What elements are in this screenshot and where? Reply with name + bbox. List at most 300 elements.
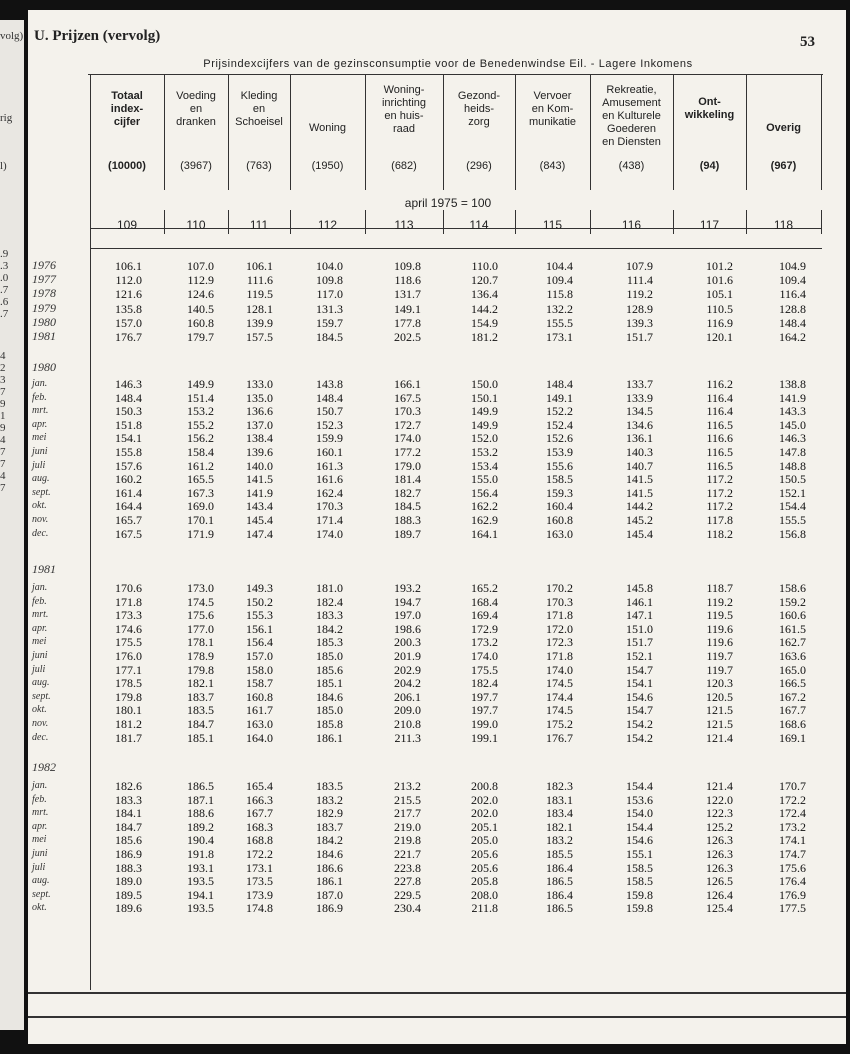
table-cell: 175.5 bbox=[115, 635, 142, 650]
table-cell: 154.2 bbox=[626, 730, 653, 745]
table-cell: 185.1 bbox=[187, 730, 214, 745]
table-cell: 161.3 bbox=[316, 458, 343, 473]
table-cell: 167.2 bbox=[779, 689, 806, 704]
row-label: juli bbox=[32, 459, 46, 471]
table-cell: 112.0 bbox=[115, 273, 142, 288]
table-cell: 159.3 bbox=[546, 485, 573, 500]
table-cell: 159.8 bbox=[626, 901, 653, 916]
table-cell: 104.0 bbox=[316, 259, 343, 273]
table-cell: 178.5 bbox=[115, 676, 142, 691]
table-cell: 185.0 bbox=[316, 649, 343, 663]
table-cell: 170.3 bbox=[316, 499, 343, 514]
table-cell: 186.6 bbox=[316, 860, 343, 875]
table-cell: 156.1 bbox=[246, 621, 273, 636]
column-header: Woning- inrichting en huis- raad bbox=[381, 84, 427, 135]
row-label: 1980 bbox=[32, 314, 56, 329]
table-cell: 160.1 bbox=[316, 445, 343, 459]
table-cell: 169.1 bbox=[779, 730, 806, 745]
table-cell: 198.6 bbox=[394, 621, 421, 636]
row-label: juni bbox=[32, 848, 48, 859]
baseline-label: april 1975 = 100 bbox=[404, 196, 492, 210]
table-cell: 139.3 bbox=[626, 315, 653, 330]
table-cell: 137.0 bbox=[246, 417, 273, 432]
table-cell: 184.2 bbox=[316, 833, 343, 848]
table-cell: 158.5 bbox=[626, 874, 653, 889]
table-cell: 153.6 bbox=[626, 792, 653, 807]
adjacent-page-fragment: 9 bbox=[0, 422, 6, 434]
table-cell: 215.5 bbox=[394, 792, 421, 807]
table-cell: 219.0 bbox=[394, 819, 421, 834]
table-cell: 206.1 bbox=[394, 689, 421, 704]
table-cell: 205.6 bbox=[471, 847, 498, 861]
table-cell: 131.7 bbox=[394, 287, 421, 302]
table-cell: 182.6 bbox=[115, 779, 142, 793]
row-label: sept. bbox=[32, 888, 51, 900]
table-cell: 183.7 bbox=[187, 689, 214, 704]
table-cell: 219.8 bbox=[394, 833, 421, 848]
table-cell: 140.3 bbox=[626, 445, 653, 459]
table-cell: 161.4 bbox=[115, 485, 142, 500]
table-cell: 199.0 bbox=[471, 717, 498, 731]
table-cell: 154.0 bbox=[626, 806, 653, 821]
column-weight: (1950) bbox=[311, 160, 344, 172]
adjacent-page-fragment: 1 bbox=[0, 410, 6, 422]
table-cell: 160.8 bbox=[246, 689, 273, 704]
table-cell: 141.5 bbox=[626, 485, 653, 500]
table-cell: 112.9 bbox=[187, 273, 214, 288]
table-cell: 175.6 bbox=[187, 608, 214, 623]
table-cell: 147.4 bbox=[246, 526, 273, 541]
table-cell: 188.6 bbox=[187, 806, 214, 821]
table-cell: 199.1 bbox=[471, 730, 498, 745]
column-weight: (94) bbox=[699, 160, 720, 172]
table-cell: 152.1 bbox=[626, 649, 653, 663]
table-cell: 181.2 bbox=[115, 717, 142, 731]
table-cell: 126.4 bbox=[706, 887, 733, 902]
table-cell: 125.2 bbox=[706, 819, 733, 834]
column-weight: (10000) bbox=[108, 160, 146, 172]
table-cell: 109.4 bbox=[546, 273, 573, 288]
adjacent-page-fragment: volg) bbox=[0, 30, 24, 42]
table-cell: 174.7 bbox=[779, 847, 806, 861]
adjacent-page-edge bbox=[0, 20, 24, 1030]
table-cell: 186.4 bbox=[546, 887, 573, 902]
table-cell: 178.9 bbox=[187, 649, 214, 663]
title-rule bbox=[88, 74, 823, 75]
table-cell: 170.1 bbox=[187, 513, 214, 527]
table-cell: 191.8 bbox=[187, 847, 214, 861]
table-cell: 115.8 bbox=[546, 287, 573, 302]
table-cell: 148.4 bbox=[546, 377, 573, 391]
table-cell: 184.7 bbox=[115, 819, 142, 834]
table-cell: 117.2 bbox=[706, 472, 733, 487]
adjacent-page-fragment: .0 bbox=[0, 272, 9, 284]
table-cell: 154.7 bbox=[626, 703, 653, 718]
table-cell: 154.4 bbox=[626, 819, 653, 834]
table-cell: 119.6 bbox=[706, 635, 733, 650]
table-cell: 184.6 bbox=[316, 689, 343, 704]
row-label: sept. bbox=[32, 486, 51, 498]
table-cell: 128.8 bbox=[779, 301, 806, 316]
column-number: 118 bbox=[773, 218, 794, 232]
table-cell: 148.8 bbox=[779, 458, 806, 473]
table-cell: 183.2 bbox=[546, 833, 573, 848]
table-cell: 160.8 bbox=[187, 315, 214, 330]
table-cell: 116.5 bbox=[706, 458, 733, 473]
table-cell: 172.9 bbox=[471, 621, 498, 636]
table-cell: 163.0 bbox=[546, 526, 573, 541]
row-label: juni bbox=[32, 650, 48, 661]
table-cell: 183.5 bbox=[316, 779, 343, 793]
table-cell: 188.3 bbox=[115, 860, 142, 875]
table-cell: 202.9 bbox=[394, 662, 421, 677]
table-cell: 183.3 bbox=[115, 792, 142, 807]
column-divider bbox=[673, 74, 674, 190]
table-cell: 200.8 bbox=[471, 779, 498, 793]
adjacent-page-fragment: rig bbox=[0, 112, 13, 124]
table-cell: 152.2 bbox=[546, 404, 573, 419]
table-cell: 193.5 bbox=[187, 874, 214, 889]
adjacent-page-fragment: 2 bbox=[0, 362, 6, 374]
column-number: 115 bbox=[542, 218, 563, 232]
adjacent-page-fragment: 9 bbox=[0, 398, 6, 410]
table-cell: 163.6 bbox=[779, 649, 806, 663]
table-cell: 104.4 bbox=[546, 259, 573, 273]
row-label: feb. bbox=[32, 391, 47, 403]
table-cell: 158.5 bbox=[546, 472, 573, 487]
table-cell: 184.1 bbox=[115, 806, 142, 821]
adjacent-page-fragment: 4 bbox=[0, 470, 6, 482]
table-cell: 157.5 bbox=[246, 330, 273, 344]
table-cell: 116.4 bbox=[779, 287, 806, 302]
table-cell: 185.5 bbox=[546, 847, 573, 861]
table-cell: 152.6 bbox=[546, 431, 573, 446]
column-header: Overig bbox=[766, 122, 801, 134]
adjacent-page-fragment: 7 bbox=[0, 446, 6, 458]
table-cell: 140.0 bbox=[246, 458, 273, 473]
table-cell: 119.2 bbox=[706, 594, 733, 609]
table-cell: 176.9 bbox=[779, 887, 806, 902]
column-header: Voeding en dranken bbox=[176, 90, 216, 128]
column-weight: (682) bbox=[391, 160, 417, 172]
table-cell: 174.0 bbox=[394, 431, 421, 446]
table-cell: 172.4 bbox=[779, 806, 806, 821]
table-cell: 145.2 bbox=[626, 513, 653, 527]
table-cell: 201.9 bbox=[394, 649, 421, 663]
table-cell: 128.9 bbox=[626, 301, 653, 316]
column-number: 110 bbox=[186, 218, 206, 232]
table-cell: 173.1 bbox=[546, 330, 573, 344]
table-cell: 154.2 bbox=[626, 717, 653, 731]
table-cell: 169.0 bbox=[187, 499, 214, 514]
table-cell: 189.6 bbox=[115, 901, 142, 916]
table-cell: 168.6 bbox=[779, 717, 806, 731]
table-cell: 140.5 bbox=[187, 301, 214, 316]
table-cell: 202.5 bbox=[394, 330, 421, 344]
table-cell: 149.9 bbox=[471, 404, 498, 419]
table-cell: 155.1 bbox=[626, 847, 653, 861]
table-cell: 141.5 bbox=[246, 472, 273, 487]
table-cell: 197.7 bbox=[471, 703, 498, 718]
row-label: 1981 bbox=[32, 329, 56, 343]
column-header: Ont- wikkeling bbox=[684, 96, 735, 121]
table-cell: 150.3 bbox=[115, 404, 142, 419]
table-cell: 161.2 bbox=[187, 458, 214, 473]
table-cell: 150.7 bbox=[316, 404, 343, 419]
table-cell: 155.5 bbox=[779, 513, 806, 527]
row-label: mei bbox=[32, 636, 47, 648]
row-label: apr. bbox=[32, 418, 48, 430]
table-cell: 106.1 bbox=[115, 259, 142, 273]
table-cell: 117.2 bbox=[706, 485, 733, 500]
row-label: 1979 bbox=[32, 300, 56, 315]
table-cell: 148.4 bbox=[779, 315, 806, 330]
adjacent-page-fragment: 4 bbox=[0, 434, 6, 446]
table-cell: 109.4 bbox=[779, 273, 806, 288]
table-cell: 155.5 bbox=[546, 315, 573, 330]
table-cell: 185.6 bbox=[115, 833, 142, 848]
row-label: aug. bbox=[32, 473, 50, 485]
table-cell: 165.5 bbox=[187, 472, 214, 487]
table-cell: 186.4 bbox=[546, 860, 573, 875]
table-cell: 173.5 bbox=[246, 874, 273, 889]
table-cell: 167.7 bbox=[779, 703, 806, 718]
table-cell: 190.4 bbox=[187, 833, 214, 848]
table-cell: 193.2 bbox=[394, 581, 421, 595]
table-cell: 139.6 bbox=[246, 445, 273, 459]
table-cell: 186.5 bbox=[546, 901, 573, 916]
table-cell: 152.4 bbox=[546, 417, 573, 432]
table-cell: 175.5 bbox=[471, 662, 498, 677]
table-cell: 125.4 bbox=[706, 901, 733, 916]
page-number: 53 bbox=[800, 34, 815, 50]
column-number: 109 bbox=[116, 218, 138, 232]
table-cell: 134.6 bbox=[626, 417, 653, 432]
table-cell: 155.2 bbox=[187, 417, 214, 432]
table-cell: 126.3 bbox=[706, 847, 733, 861]
table-cell: 154.1 bbox=[115, 431, 142, 446]
table-cell: 173.2 bbox=[471, 635, 498, 650]
table-cell: 171.4 bbox=[316, 513, 343, 527]
row-label: apr. bbox=[32, 820, 48, 832]
table-cell: 176.0 bbox=[115, 649, 142, 663]
table-cell: 155.0 bbox=[471, 472, 498, 487]
table-cell: 161.5 bbox=[779, 621, 806, 636]
table-cell: 176.7 bbox=[546, 730, 573, 745]
table-cell: 174.5 bbox=[187, 594, 214, 609]
row-label: nov. bbox=[32, 718, 49, 729]
table-cell: 173.1 bbox=[246, 860, 273, 875]
table-cell: 145.0 bbox=[779, 417, 806, 432]
table-title: Prijsindexcijfers van de gezinsconsumptie voor de Benedenwindse Eil. - Lagere Inkomens bbox=[203, 58, 693, 70]
table-cell: 171.9 bbox=[187, 526, 214, 541]
table-cell: 175.6 bbox=[779, 860, 806, 875]
table-cell: 179.7 bbox=[187, 330, 214, 344]
table-cell: 172.2 bbox=[779, 792, 806, 807]
table-cell: 172.2 bbox=[246, 847, 273, 861]
table-cell: 169.4 bbox=[471, 608, 498, 623]
table-cell: 138.8 bbox=[779, 377, 806, 391]
table-cell: 167.5 bbox=[394, 390, 421, 405]
column-header: Kleding en Schoeisel bbox=[235, 90, 283, 128]
table-cell: 151.7 bbox=[626, 635, 653, 650]
table-cell: 173.3 bbox=[115, 608, 142, 623]
table-cell: 119.7 bbox=[706, 649, 733, 663]
table-cell: 149.3 bbox=[246, 581, 273, 595]
table-cell: 160.6 bbox=[779, 608, 806, 623]
table-cell: 184.6 bbox=[316, 847, 343, 861]
table-cell: 223.8 bbox=[394, 860, 421, 875]
column-number: 113 bbox=[394, 218, 414, 232]
table-cell: 181.7 bbox=[115, 730, 142, 745]
table-cell: 155.8 bbox=[115, 445, 142, 459]
row-label: feb. bbox=[32, 793, 47, 805]
table-cell: 155.6 bbox=[546, 458, 573, 473]
table-cell: 162.7 bbox=[779, 635, 806, 650]
table-cell: 116.6 bbox=[706, 431, 733, 446]
table-cell: 210.8 bbox=[394, 717, 421, 731]
table-cell: 183.3 bbox=[316, 608, 343, 623]
table-cell: 110.0 bbox=[471, 259, 498, 273]
adjacent-page-fragment: .3 bbox=[0, 260, 9, 272]
table-cell: 189.5 bbox=[115, 887, 142, 902]
table-cell: 176.7 bbox=[115, 330, 142, 344]
table-cell: 204.2 bbox=[394, 676, 421, 691]
table-cell: 120.7 bbox=[471, 273, 498, 288]
table-cell: 164.2 bbox=[779, 330, 806, 344]
table-cell: 174.8 bbox=[246, 901, 273, 916]
table-cell: 116.5 bbox=[706, 445, 733, 459]
table-cell: 160.2 bbox=[115, 472, 142, 487]
adjacent-page-fragment: l) bbox=[0, 160, 7, 172]
table-cell: 158.0 bbox=[246, 662, 273, 677]
table-cell: 167.5 bbox=[115, 526, 142, 541]
row-label: okt. bbox=[32, 704, 47, 716]
table-cell: 121.5 bbox=[706, 703, 733, 718]
column-weight: (967) bbox=[770, 160, 797, 172]
table-cell: 171.8 bbox=[115, 594, 142, 609]
table-cell: 116.9 bbox=[706, 315, 733, 330]
table-cell: 182.1 bbox=[546, 819, 573, 834]
column-divider bbox=[821, 74, 822, 190]
table-cell: 189.0 bbox=[115, 874, 142, 889]
table-cell: 162.4 bbox=[316, 485, 343, 500]
table-cell: 172.7 bbox=[394, 417, 421, 432]
row-label: juni bbox=[32, 446, 48, 457]
table-cell: 148.4 bbox=[115, 390, 142, 405]
table-cell: 170.3 bbox=[546, 594, 573, 609]
table-cell: 151.7 bbox=[626, 330, 653, 344]
table-cell: 151.0 bbox=[626, 621, 653, 636]
table-cell: 147.1 bbox=[626, 608, 653, 623]
table-cell: 156.2 bbox=[187, 431, 214, 446]
table-cell: 185.0 bbox=[316, 703, 343, 718]
adjacent-page-fragment: .7 bbox=[0, 284, 9, 296]
table-cell: 174.6 bbox=[115, 621, 142, 636]
table-cell: 121.5 bbox=[706, 717, 733, 731]
table-cell: 105.1 bbox=[706, 287, 733, 302]
table-cell: 162.2 bbox=[471, 499, 498, 514]
table-cell: 121.4 bbox=[706, 730, 733, 745]
table-cell: 116.2 bbox=[706, 377, 733, 391]
table-cell: 168.8 bbox=[246, 833, 273, 848]
table-cell: 161.7 bbox=[246, 703, 273, 718]
row-label: dec. bbox=[32, 731, 49, 743]
table-cell: 157.6 bbox=[115, 458, 142, 473]
adjacent-page-fragment: 3 bbox=[0, 374, 6, 386]
column-header: Vervoer en Kom- munikatie bbox=[528, 90, 577, 128]
table-cell: 186.5 bbox=[187, 779, 214, 793]
table-cell: 197.0 bbox=[394, 608, 421, 623]
table-cell: 164.4 bbox=[115, 499, 142, 514]
table-cell: 175.2 bbox=[546, 717, 573, 731]
row-label: sept. bbox=[32, 690, 51, 702]
table-cell: 147.8 bbox=[779, 445, 806, 459]
table-cell: 229.5 bbox=[394, 887, 421, 902]
table-cell: 221.7 bbox=[394, 847, 421, 861]
table-cell: 141.9 bbox=[779, 390, 806, 405]
table-cell: 150.5 bbox=[779, 472, 806, 487]
row-label: mei bbox=[32, 834, 47, 846]
table-cell: 133.7 bbox=[626, 377, 653, 391]
table-cell: 159.7 bbox=[316, 315, 343, 330]
table-cell: 118.2 bbox=[706, 526, 733, 541]
table-cell: 120.3 bbox=[706, 676, 733, 691]
table-cell: 150.2 bbox=[246, 594, 273, 609]
table-cell: 109.8 bbox=[316, 273, 343, 288]
table-cell: 194.1 bbox=[187, 887, 214, 902]
table-cell: 159.2 bbox=[779, 594, 806, 609]
table-cell: 174.0 bbox=[546, 662, 573, 677]
table-cell: 143.3 bbox=[779, 404, 806, 419]
table-cell: 181.0 bbox=[316, 581, 343, 595]
table-cell: 145.8 bbox=[626, 581, 653, 595]
table-cell: 188.3 bbox=[394, 513, 421, 527]
table-cell: 164.0 bbox=[246, 730, 273, 745]
row-label: mei bbox=[32, 432, 47, 444]
column-header: Woning bbox=[308, 122, 347, 134]
table-cell: 154.6 bbox=[626, 689, 653, 704]
adjacent-page-fragment: 7 bbox=[0, 458, 6, 470]
row-label: juli bbox=[32, 663, 46, 675]
table-cell: 118.6 bbox=[394, 273, 421, 288]
number-row-bottom bbox=[90, 248, 822, 249]
table-cell: 182.7 bbox=[394, 485, 421, 500]
table-cell: 177.8 bbox=[394, 315, 421, 330]
table-cell: 116.5 bbox=[706, 417, 733, 432]
table-cell: 189.2 bbox=[187, 819, 214, 834]
table-cell: 151.8 bbox=[115, 417, 142, 432]
table-cell: 160.8 bbox=[546, 513, 573, 527]
row-group-heading: 1981 bbox=[32, 562, 56, 576]
table-cell: 177.1 bbox=[115, 662, 142, 677]
table-cell: 136.6 bbox=[246, 404, 273, 419]
table-cell: 166.3 bbox=[246, 792, 273, 807]
table-cell: 132.2 bbox=[546, 301, 573, 316]
table-cell: 182.9 bbox=[316, 806, 343, 821]
table-cell: 183.4 bbox=[546, 806, 573, 821]
adjacent-page-fragment: 7 bbox=[0, 482, 6, 494]
table-cell: 157.0 bbox=[115, 315, 142, 330]
table-cell: 186.1 bbox=[316, 874, 343, 889]
row-label: mrt. bbox=[32, 609, 49, 621]
table-cell: 152.0 bbox=[471, 431, 498, 446]
table-cell: 158.6 bbox=[779, 581, 806, 595]
table-cell: 183.1 bbox=[546, 792, 573, 807]
table-cell: 161.6 bbox=[316, 472, 343, 487]
table-cell: 150.1 bbox=[471, 390, 498, 405]
row-group-heading: 1982 bbox=[32, 760, 56, 774]
